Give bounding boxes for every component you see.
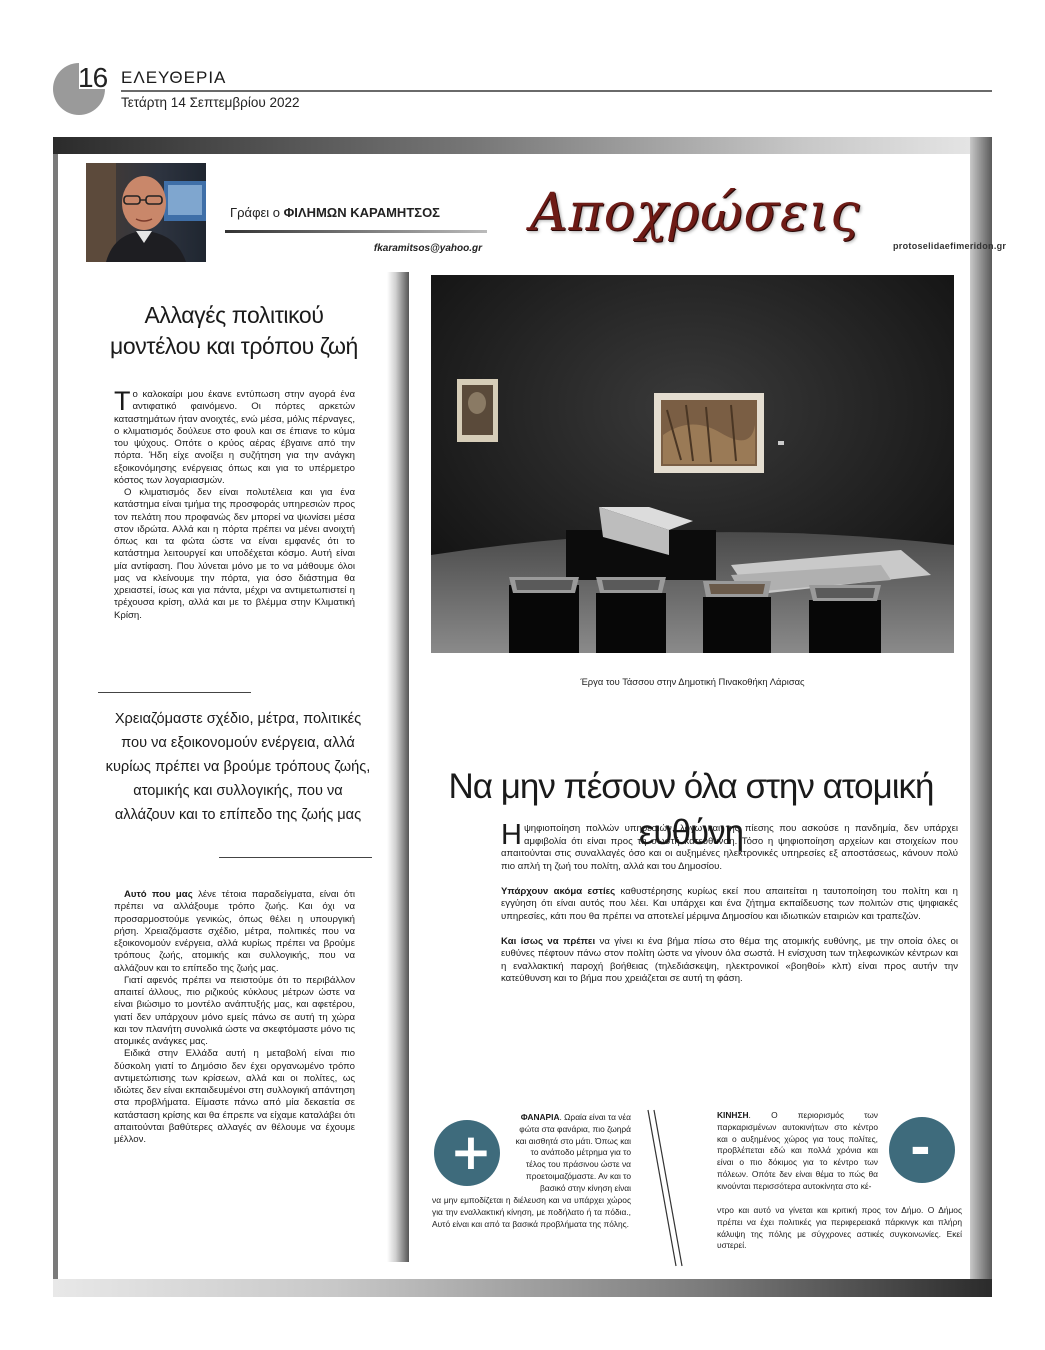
byline: Γράφει ο ΦΙΛΗΜΩΝ ΚΑΡΑΜΗΤΣΟΣ bbox=[230, 205, 440, 220]
byline-rule bbox=[225, 230, 487, 233]
main-paragraph-1: Η ψηφιοποίηση πολλών υπηρεσιών, λόγω και της πίεσης που ασκούσε η πανδημία, δεν υπάρχει αμφιβολία ότι είναι προς τη σωστή κατεύθυνση. Τόσο η ψηφιοποίηση αρχείων και στοιχείων που απαιτούνται στις συναλλαγές όσο και οι αυξημένες ηλεκτρονικές υπηρεσίες εξ αποστάσεως, κάνουν πολύ πιο απλή τη ζωή του πολίτη, αλλά και του Δημοσίου. bbox=[501, 819, 958, 872]
column-divider bbox=[387, 272, 409, 1262]
plus-circle-icon bbox=[434, 1120, 500, 1186]
left-paragraph-2: Ο κλιματισμός δεν είναι πολυτέλεια και για ένα κατάστημα είναι τμήμα της προσφοράς υπηρεσιών προς τον πελάτη που προφανώς δεν μπορεί να ψωνίσει μέσα στον ιδρώτα. Αλλά και η πόρτα πρέπει να μένει ανοιχτή όπως και τα φώτα ώστε να είναι εμφανές ότι το κατάστημα λειτουργεί και υποδέχεται κόσμο. Αυτή είναι μία αντίφαση. Που λύνεται μόνο με το να μάθουμε όλοι μας να κλείνουμε την πόρτα, για όσο διάστημα θα χρειαστεί, ίσως και για πάντα, μέχρι να αντιμετωπιστεί η τρέχουσα κρίση, αλλά και με το βλέμμα στην Κλιματική Κρίση. bbox=[114, 487, 355, 621]
vitrine-1 bbox=[509, 577, 579, 653]
minus-circle-icon bbox=[889, 1117, 955, 1183]
left-paragraph-5: Ειδικά στην Ελλάδα αυτή η μεταβολή είναι πιο δύσκολη γιατί το Δημόσιο δεν έχει οργανωμένο τρόπο αντιμετώπισης των κρίσεων, αλλά και οι πολίτες, ως ιδιώτες δεν είναι εκπαιδευμένοι στη συλλογική απάντηση στα προβλήματα. Είμαστε πάνω από μία δεκαετία σε κατάσταση κρίσης και θα έπρεπε να είχαμε καταλάβει ότι απαιτούνται βαθύτερες αλλαγές αν θέλουμε να έχουμε μέλλον. bbox=[114, 1048, 355, 1145]
main-paragraph-3: Και ίσως να πρέπει να γίνει κι ένα βήμα πίσω στο θέμα της ατομικής ευθύνης, με την οποία όλες οι ευθύνες πέφτουν πάνω στον πολίτη ώστε να γίνουν όλα σωστά. Η ενίσχυση των τηλεφωνικών κέντρων και η εναλλακτική παροχή βοήθειας (τηλεδιάσκεψη, ηλεκτρονικοί «βοηθοί» κλπ) είναι προς αυτήν την κατεύθυνση και το βήμα που χρειάζεται σε αυτή τη φάση. bbox=[501, 935, 958, 984]
pull-quote-rule-top bbox=[98, 692, 251, 693]
page-number: 16 bbox=[78, 62, 108, 93]
cons-text-bottom: ντρο και αυτό να γίνεται και κριτική προς τον Δήμο. Ο Δήμος πρέπει να έχει πολιτικές για περιφερειακά πάρκινγκ και πλήρη κάλυψη της πόλης με σύγχρονες αστικές συγκοινωνίες. Εκεί υστερεί. bbox=[717, 1205, 962, 1251]
frame-bottom-bar bbox=[53, 1279, 992, 1297]
issue-date: Τετάρτη 14 Σεπτεμβρίου 2022 bbox=[121, 95, 300, 110]
pros-text-bottom: να μην εμποδίζεται η διέλευση και να υπάρχει χώρος για την εναλλακτική κίνηση, με ποδήλατο ή τα πόδια., Αυτό είναι και από τα βασικά προβλήματα της πόλης. bbox=[432, 1195, 631, 1229]
left-article-body-2 bbox=[114, 889, 355, 1146]
pros-text-top: ΦΑΝΑΡΙΑ. Ωραία είναι τα νέα φώτα στα φανάρια, πιο ζωηρά και αισθητά στο μάτι. Όπως και το ανάποδο μέτρημα για το τέλος του πράσινου ώστε να προετοιμαζόμαστε. Αν και το βασικό στην κίνηση είναι bbox=[515, 1112, 631, 1193]
vitrine-3 bbox=[703, 581, 771, 653]
author-name: ΦΙΛΗΜΩΝ ΚΑΡΑΜΗΤΣΟΣ bbox=[283, 205, 440, 220]
author-photo bbox=[86, 163, 206, 262]
frame-left-bar bbox=[53, 154, 58, 1297]
diagonal-separator bbox=[646, 1108, 686, 1268]
main-dropcap: Η bbox=[501, 819, 522, 851]
author-portrait-image bbox=[86, 163, 206, 262]
main-article-body bbox=[501, 819, 958, 998]
photo-caption: Έργα του Τάσσου στην Δημοτική Πινακοθήκη Λάρισας bbox=[580, 676, 805, 687]
dropcap: Τ bbox=[114, 386, 131, 416]
main-headline: Να μην πέσουν όλα στην ατομική ευθύνη bbox=[448, 767, 934, 852]
frame-right-bar bbox=[970, 137, 992, 1297]
left-article-body-1 bbox=[114, 386, 355, 622]
vitrine-2 bbox=[596, 577, 666, 653]
minus-icon: - bbox=[910, 1119, 931, 1177]
site-watermark: protoselidaefimeridon.gr bbox=[893, 241, 1007, 251]
left-headline: Αλλαγές πολιτικού μοντέλου και τρόπου ζωή bbox=[110, 302, 358, 359]
gallery-photo bbox=[431, 275, 954, 653]
left-paragraph-1: Το καλοκαίρι μου έκανε εντύπωση στην αγορά ένα αντιφατικό φαινόμενο. Οι πόρτες αρκετών καταστημάτων ήταν ανοιχτές, ενώ μέσα, μόλις πέρναγες, ο κλιματισμός δούλευε στο φουλ και σε έπιανε το κύμα του ψύχους. Οπότε ο κρύος αέρας έβγαινε από την πόρτα. Ήδη είχε ανοίξει η συζήτηση για την ανάγκη εξοικονόμησης ενέργειας όπως και για το υπέρμετρο κόστος των λογαριασμών. bbox=[114, 386, 355, 486]
left-paragraph-4: Γιατί αφενός πρέπει να πειστούμε ότι το περιβάλλον απαιτεί άλλους, πιο ριζικούς κύκλους μέτρων ώστε να είναι βιώσιμο το μοντέλο ανάπτυξής μας, και αφετέρου, γιατί δεν υπάρχουν μόνο εμείς πάνω σε αυτή τη χώρα και τον πλανήτη συνολικά ώστε να σκεφτόμαστε μόνο τις ατομικές ανάγκες μας. bbox=[114, 974, 355, 1047]
header-rule bbox=[121, 90, 992, 92]
frame-top-bar bbox=[53, 137, 992, 154]
pull-quote-rule-bottom bbox=[219, 857, 372, 858]
column-logo: Αποχρώσεις bbox=[530, 183, 861, 243]
left-paragraph-3: Αυτό που μας λένε τέτοια παραδείγματα, είναι ότι πρέπει να αλλάξουμε τρόπο ζωής. Και όχι να προσαρμοστούμε γενικώς, όπως θέλει η υπουργική ρήση. Χρειαζόμαστε σχέδιο, μέτρα, πολιτικές που να εξοικονομούν ενέργεια, αλλά κυρίως πρέπει να βρούμε τρόπους ζωής, ατομικής και συλλογικής, που να αλλάζουν και το επίπεδο της ζωής μας. bbox=[114, 889, 356, 974]
pull-quote: Χρειαζόμαστε σχέδιο, μέτρα, πολιτικές που να εξοικονομούν ενέργεια, αλλά κυρίως πρέπει να βρούμε τρόπους ζωής, ατομικής και συλλογικής, που να αλλάζουν και το επίπεδο της ζωής μας bbox=[105, 711, 371, 823]
plus-icon: + bbox=[450, 1123, 492, 1181]
author-email-link[interactable]: fkaramitsos@yahoo.gr bbox=[373, 243, 482, 254]
cons-text-top: ΚΙΝΗΣΗ. Ο περιορισμός των παρκαρισμένων αυτοκινήτων στο κέντρο και ο αυξημένος χώρος για τους πολίτες, προβλέπεται εδώ και πολλά χρόνια και είναι ο πιο δόκιμος για το κέντρο των πόλεων. Οπότε δεν είναι θέμα το πώς θα κινούνται περισσότερα αυτοκίνητα στο κέ- bbox=[717, 1110, 878, 1191]
newspaper-name: ΕΛΕΥΘΕΡΙΑ bbox=[121, 68, 227, 87]
main-paragraph-2: Υπάρχουν ακόμα εστίες καθυστέρησης κυρίως εκεί που απαιτείται η ταυτοποίηση του πολίτη και η εγγύηση ότι είναι αυτός που λέει. Και υπάρχει και ένα ζήτημα εκπαίδευσης των πολιτών στις ψηφιακές υπηρεσίες, κάτι που θα πρέπει να αποτελεί μέριμνα Δημοσίου και ιδιωτικών εταιριών και τραπεζών. bbox=[501, 885, 958, 922]
vitrine-4 bbox=[809, 585, 881, 653]
gallery-interior-image bbox=[431, 275, 954, 653]
